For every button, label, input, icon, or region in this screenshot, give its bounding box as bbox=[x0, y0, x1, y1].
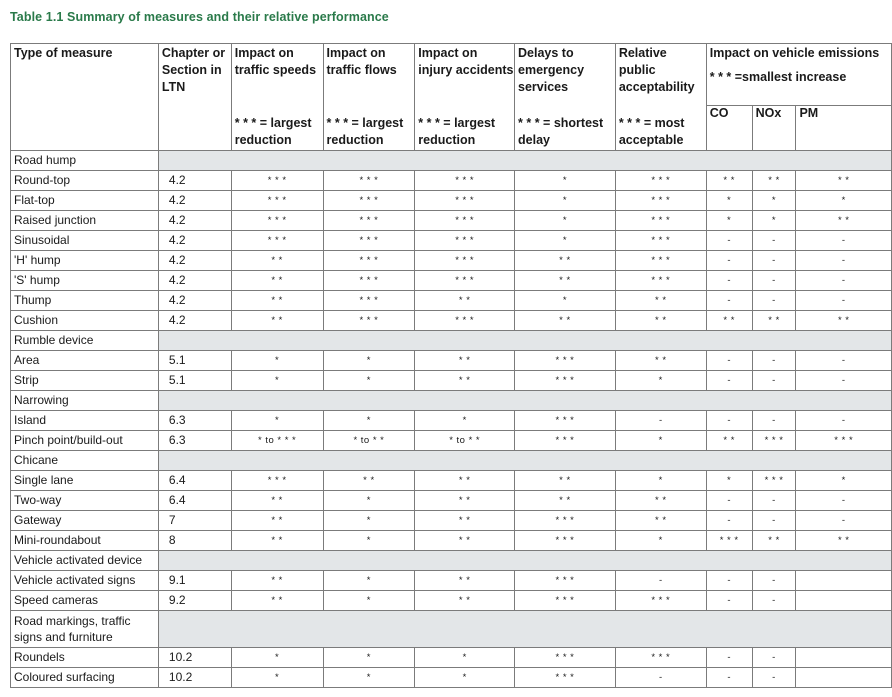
rating-cell: * * bbox=[415, 510, 515, 530]
chapter-cell: 5.1 bbox=[158, 350, 231, 370]
rating-cell: * * * bbox=[515, 667, 616, 687]
rating-cell: * * bbox=[515, 270, 616, 290]
rating-cell: * bbox=[615, 530, 706, 550]
rating-cell: * * * bbox=[231, 170, 323, 190]
rating-cell: * * * bbox=[615, 270, 706, 290]
table-row bbox=[11, 290, 892, 310]
rating-cell: * bbox=[323, 530, 415, 550]
rating-cell: * * * bbox=[706, 530, 752, 550]
rating-cell: * * bbox=[615, 510, 706, 530]
table-row bbox=[11, 370, 892, 390]
section-fill bbox=[158, 330, 891, 350]
rating-cell bbox=[796, 590, 892, 610]
rating-cell: * * * bbox=[796, 430, 892, 450]
section-label: Road hump bbox=[11, 150, 159, 170]
rating-cell: - bbox=[796, 270, 892, 290]
rating-cell: - bbox=[706, 667, 752, 687]
rating-cell: - bbox=[796, 410, 892, 430]
section-fill bbox=[158, 450, 891, 470]
table-row bbox=[11, 510, 892, 530]
rating-cell: * bbox=[323, 667, 415, 687]
measure-name: 'H' hump bbox=[11, 250, 159, 270]
table-row bbox=[11, 410, 892, 430]
header-emissions-label: Impact on vehicle emissions bbox=[709, 46, 880, 60]
rating-cell: * * bbox=[752, 170, 796, 190]
rating-cell: - bbox=[796, 490, 892, 510]
table-row bbox=[11, 230, 892, 250]
header-flows: Impact on traffic flows bbox=[323, 44, 415, 106]
rating-cell: * * * bbox=[615, 250, 706, 270]
measure-name: Gateway bbox=[11, 510, 159, 530]
rating-cell: - bbox=[615, 410, 706, 430]
section-label: Narrowing bbox=[11, 390, 159, 410]
chapter-cell: 10.2 bbox=[158, 647, 231, 667]
rating-cell: * * bbox=[231, 490, 323, 510]
rating-cell: * bbox=[415, 667, 515, 687]
rating-cell: * * * bbox=[515, 410, 616, 430]
rating-cell: * * * bbox=[515, 350, 616, 370]
rating-cell bbox=[796, 570, 892, 590]
chapter-cell: 10.2 bbox=[158, 667, 231, 687]
rating-cell: - bbox=[706, 370, 752, 390]
measure-name: Mini-roundabout bbox=[11, 530, 159, 550]
rating-cell: * bbox=[796, 470, 892, 490]
measure-name: Cushion bbox=[11, 310, 159, 330]
section-label: Chicane bbox=[11, 450, 159, 470]
section-label: Vehicle activated device bbox=[11, 550, 159, 570]
rating-cell: - bbox=[706, 490, 752, 510]
rating-cell: * bbox=[231, 370, 323, 390]
rating-cell: * * bbox=[231, 530, 323, 550]
table-row bbox=[11, 667, 892, 687]
rating-cell: * * * bbox=[615, 590, 706, 610]
measure-name: Raised junction bbox=[11, 210, 159, 230]
rating-cell: * bbox=[415, 410, 515, 430]
measure-name: Area bbox=[11, 350, 159, 370]
rating-cell: - bbox=[615, 570, 706, 590]
measure-name: Island bbox=[11, 410, 159, 430]
rating-cell: * * * bbox=[515, 647, 616, 667]
rating-cell: - bbox=[752, 590, 796, 610]
rating-cell: * * * bbox=[615, 230, 706, 250]
measure-name: Vehicle activated signs bbox=[11, 570, 159, 590]
chapter-cell: 6.3 bbox=[158, 430, 231, 450]
rating-cell: * * bbox=[231, 590, 323, 610]
table-row bbox=[11, 647, 892, 667]
section-row bbox=[11, 330, 892, 350]
rating-cell: * * * bbox=[231, 470, 323, 490]
section-label: Road markings, traffic signs and furniture bbox=[11, 610, 159, 647]
rating-cell: * * * bbox=[323, 190, 415, 210]
header-emissions-note: * * * =smallest increase bbox=[709, 70, 847, 84]
rating-cell: * bbox=[323, 410, 415, 430]
header-speeds: Impact on traffic speeds bbox=[231, 44, 323, 106]
rating-cell: * * bbox=[323, 470, 415, 490]
measure-name: Coloured surfacing bbox=[11, 667, 159, 687]
chapter-cell: 7 bbox=[158, 510, 231, 530]
table-row bbox=[11, 470, 892, 490]
rating-cell: - bbox=[796, 230, 892, 250]
rating-cell: * * * bbox=[515, 510, 616, 530]
rating-cell: * * bbox=[515, 470, 616, 490]
rating-cell: * * bbox=[515, 250, 616, 270]
rating-cell: * * bbox=[415, 290, 515, 310]
rating-cell: * bbox=[706, 210, 752, 230]
rating-cell: * bbox=[231, 350, 323, 370]
rating-cell: - bbox=[706, 647, 752, 667]
chapter-cell: 9.1 bbox=[158, 570, 231, 590]
measure-name: Speed cameras bbox=[11, 590, 159, 610]
measure-name: Round-top bbox=[11, 170, 159, 190]
rating-cell: * bbox=[231, 667, 323, 687]
header-pm: PM bbox=[796, 105, 892, 150]
rating-cell: * bbox=[615, 470, 706, 490]
rating-cell: * * * bbox=[323, 290, 415, 310]
rating-cell: * * bbox=[752, 530, 796, 550]
section-row bbox=[11, 390, 892, 410]
rating-cell: * to * * bbox=[415, 430, 515, 450]
rating-cell: - bbox=[706, 570, 752, 590]
rating-cell: * * bbox=[415, 570, 515, 590]
rating-cell: * * * bbox=[231, 190, 323, 210]
rating-cell: * bbox=[752, 210, 796, 230]
rating-cell: - bbox=[796, 510, 892, 530]
rating-cell: * * * bbox=[515, 590, 616, 610]
rating-cell: - bbox=[752, 250, 796, 270]
table-row bbox=[11, 570, 892, 590]
measure-name: Sinusoidal bbox=[11, 230, 159, 250]
rating-cell: - bbox=[752, 647, 796, 667]
rating-cell: - bbox=[706, 510, 752, 530]
chapter-cell: 4.2 bbox=[158, 270, 231, 290]
header-flows-note: * * * = largest reduction bbox=[323, 105, 415, 150]
rating-cell: * * bbox=[796, 210, 892, 230]
measure-name: Flat-top bbox=[11, 190, 159, 210]
rating-cell: * * * bbox=[323, 210, 415, 230]
rating-cell: * * * bbox=[615, 170, 706, 190]
chapter-cell: 9.2 bbox=[158, 590, 231, 610]
measure-name: Roundels bbox=[11, 647, 159, 667]
rating-cell: - bbox=[706, 250, 752, 270]
rating-cell: * * bbox=[615, 490, 706, 510]
rating-cell: * * bbox=[415, 590, 515, 610]
rating-cell: * bbox=[323, 370, 415, 390]
rating-cell: * * bbox=[415, 350, 515, 370]
rating-cell: - bbox=[796, 350, 892, 370]
rating-cell: * * * bbox=[752, 470, 796, 490]
table-row bbox=[11, 310, 892, 330]
rating-cell: * * * bbox=[323, 310, 415, 330]
rating-cell: * bbox=[706, 190, 752, 210]
rating-cell: - bbox=[752, 667, 796, 687]
rating-cell: * bbox=[415, 647, 515, 667]
table-row bbox=[11, 350, 892, 370]
rating-cell: * bbox=[231, 647, 323, 667]
section-fill bbox=[158, 390, 891, 410]
rating-cell: * * bbox=[415, 530, 515, 550]
rating-cell: - bbox=[752, 230, 796, 250]
section-fill bbox=[158, 150, 891, 170]
section-row bbox=[11, 150, 892, 170]
table-row bbox=[11, 530, 892, 550]
measure-name: 'S' hump bbox=[11, 270, 159, 290]
chapter-cell: 4.2 bbox=[158, 170, 231, 190]
rating-cell bbox=[796, 647, 892, 667]
rating-cell: * * * bbox=[415, 310, 515, 330]
rating-cell: * bbox=[323, 570, 415, 590]
rating-cell: - bbox=[706, 410, 752, 430]
rating-cell: * bbox=[706, 470, 752, 490]
rating-cell: * * bbox=[796, 170, 892, 190]
rating-cell: * * * bbox=[323, 230, 415, 250]
header-injury: Impact on injury accidents bbox=[415, 44, 515, 106]
rating-cell: * bbox=[515, 170, 616, 190]
chapter-cell: 6.4 bbox=[158, 470, 231, 490]
chapter-cell: 4.2 bbox=[158, 310, 231, 330]
section-fill bbox=[158, 550, 891, 570]
rating-cell: - bbox=[752, 490, 796, 510]
chapter-cell: 4.2 bbox=[158, 190, 231, 210]
rating-cell: * * * bbox=[415, 190, 515, 210]
measure-name: Thump bbox=[11, 290, 159, 310]
rating-cell: * to * * bbox=[323, 430, 415, 450]
rating-cell: * bbox=[515, 210, 616, 230]
rating-cell: * bbox=[323, 590, 415, 610]
table-row bbox=[11, 250, 892, 270]
chapter-cell: 5.1 bbox=[158, 370, 231, 390]
rating-cell: * * bbox=[706, 170, 752, 190]
rating-cell: * * * bbox=[415, 170, 515, 190]
rating-cell: * bbox=[515, 190, 616, 210]
rating-cell: * * * bbox=[515, 570, 616, 590]
rating-cell: * * bbox=[231, 270, 323, 290]
rating-cell: * * bbox=[415, 370, 515, 390]
rating-cell: * bbox=[615, 430, 706, 450]
rating-cell: * * * bbox=[515, 530, 616, 550]
rating-cell: * * bbox=[615, 350, 706, 370]
header-type: Type of measure bbox=[11, 44, 159, 151]
rating-cell: * * * bbox=[752, 430, 796, 450]
rating-cell: - bbox=[752, 270, 796, 290]
rating-cell: * bbox=[615, 370, 706, 390]
rating-cell: * * * bbox=[515, 370, 616, 390]
measure-name: Pinch point/build-out bbox=[11, 430, 159, 450]
rating-cell: * to * * * bbox=[231, 430, 323, 450]
rating-cell: * * * bbox=[515, 430, 616, 450]
rating-cell: * bbox=[323, 350, 415, 370]
rating-cell: * * * bbox=[615, 647, 706, 667]
measure-name: Strip bbox=[11, 370, 159, 390]
measure-name: Single lane bbox=[11, 470, 159, 490]
rating-cell: * * bbox=[415, 470, 515, 490]
rating-cell: - bbox=[752, 410, 796, 430]
section-row bbox=[11, 610, 892, 647]
table-row bbox=[11, 210, 892, 230]
header-speeds-note: * * * = largest reduction bbox=[231, 105, 323, 150]
header-injury-note: * * * = largest reduction bbox=[415, 105, 515, 150]
rating-cell: * bbox=[323, 490, 415, 510]
chapter-cell: 8 bbox=[158, 530, 231, 550]
rating-cell: * * bbox=[515, 490, 616, 510]
rating-cell: * * bbox=[796, 530, 892, 550]
rating-cell: * * * bbox=[415, 270, 515, 290]
rating-cell: * * * bbox=[231, 210, 323, 230]
rating-cell: - bbox=[796, 370, 892, 390]
rating-cell: * * bbox=[796, 310, 892, 330]
rating-cell: - bbox=[796, 290, 892, 310]
chapter-cell: 6.4 bbox=[158, 490, 231, 510]
table-row bbox=[11, 490, 892, 510]
rating-cell: * * bbox=[231, 290, 323, 310]
rating-cell: - bbox=[796, 250, 892, 270]
header-delays: Delays to emergency services bbox=[515, 44, 616, 106]
rating-cell: * * bbox=[415, 490, 515, 510]
rating-cell: * * bbox=[615, 310, 706, 330]
rating-cell: * * * bbox=[615, 190, 706, 210]
rating-cell: * * * bbox=[323, 170, 415, 190]
section-row bbox=[11, 450, 892, 470]
chapter-cell: 4.2 bbox=[158, 230, 231, 250]
rating-cell: - bbox=[706, 230, 752, 250]
chapter-cell: 6.3 bbox=[158, 410, 231, 430]
rating-cell: * * bbox=[515, 310, 616, 330]
rating-cell: - bbox=[752, 290, 796, 310]
rating-cell: * bbox=[323, 647, 415, 667]
header-accept-note: * * * = most acceptable bbox=[615, 105, 706, 150]
rating-cell: * * * bbox=[615, 210, 706, 230]
rating-cell: * * * bbox=[415, 250, 515, 270]
rating-cell: * bbox=[231, 410, 323, 430]
rating-cell: * bbox=[515, 290, 616, 310]
table-row bbox=[11, 270, 892, 290]
rating-cell: * * * bbox=[323, 250, 415, 270]
rating-cell: * * bbox=[706, 310, 752, 330]
rating-cell: - bbox=[752, 370, 796, 390]
rating-cell: - bbox=[706, 590, 752, 610]
header-emissions bbox=[706, 44, 891, 106]
rating-cell: * * bbox=[231, 250, 323, 270]
chapter-cell: 4.2 bbox=[158, 290, 231, 310]
table-row bbox=[11, 190, 892, 210]
rating-cell: * * bbox=[231, 510, 323, 530]
rating-cell: * * * bbox=[415, 230, 515, 250]
header-co: CO bbox=[706, 105, 752, 150]
chapter-cell: 4.2 bbox=[158, 250, 231, 270]
table-row bbox=[11, 170, 892, 190]
table-row bbox=[11, 590, 892, 610]
chapter-cell: 4.2 bbox=[158, 210, 231, 230]
rating-cell: * * bbox=[615, 290, 706, 310]
header-chapter: Chapter or Section in LTN bbox=[158, 44, 231, 151]
table-title: Table 1.1 Summary of measures and their relative performance bbox=[10, 10, 389, 24]
rating-cell: - bbox=[615, 667, 706, 687]
rating-cell: - bbox=[706, 270, 752, 290]
rating-cell: * * * bbox=[231, 230, 323, 250]
rating-cell: * * * bbox=[415, 210, 515, 230]
rating-cell: * bbox=[796, 190, 892, 210]
section-row bbox=[11, 550, 892, 570]
rating-cell: * * bbox=[752, 310, 796, 330]
rating-cell: * bbox=[515, 230, 616, 250]
section-label: Rumble device bbox=[11, 330, 159, 350]
section-fill bbox=[158, 610, 891, 647]
rating-cell: * * bbox=[231, 310, 323, 330]
rating-cell: - bbox=[752, 570, 796, 590]
measure-name: Two-way bbox=[11, 490, 159, 510]
rating-cell: - bbox=[706, 290, 752, 310]
rating-cell: * bbox=[323, 510, 415, 530]
rating-cell: - bbox=[752, 350, 796, 370]
header-nox: NOx bbox=[752, 105, 796, 150]
rating-cell: * * bbox=[231, 570, 323, 590]
rating-cell: * bbox=[752, 190, 796, 210]
table-row bbox=[11, 430, 892, 450]
measures-table bbox=[10, 43, 892, 688]
header-accept: Relative public acceptability bbox=[615, 44, 706, 106]
rating-cell: - bbox=[752, 510, 796, 530]
rating-cell: - bbox=[706, 350, 752, 370]
rating-cell: * * bbox=[706, 430, 752, 450]
rating-cell bbox=[796, 667, 892, 687]
header-delays-note: * * * = shortest delay bbox=[515, 105, 616, 150]
rating-cell: * * * bbox=[323, 270, 415, 290]
